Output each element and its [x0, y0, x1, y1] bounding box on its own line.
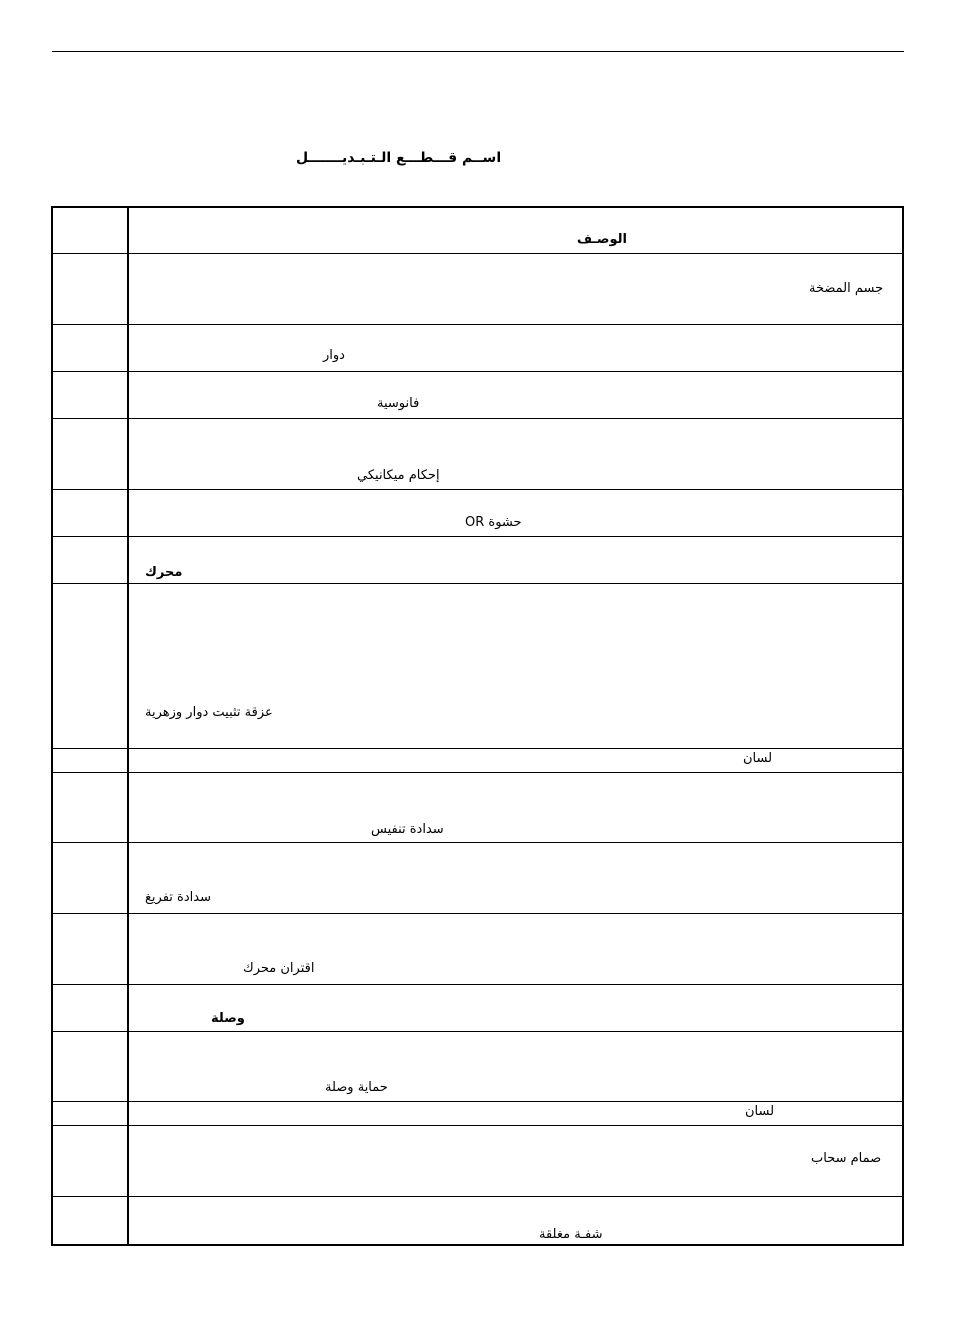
row-separator [53, 536, 902, 537]
row-description: عزقة تثبيت دوار وزهرية [145, 705, 273, 720]
top-rule [52, 51, 904, 52]
row-separator [53, 1125, 902, 1126]
row-separator [53, 1031, 902, 1032]
header-description: الوصـف [577, 232, 627, 247]
row-separator [53, 253, 902, 254]
row-description: محرك [145, 565, 183, 580]
row-description: جسم المضخة [809, 281, 884, 296]
row-separator [53, 371, 902, 372]
row-description: حماية وصلة [325, 1080, 388, 1095]
row-description: لسان [743, 751, 773, 766]
row-description: إحكام ميكانيكي [357, 468, 440, 483]
row-separator [53, 583, 902, 584]
row-description: سدادة تنفيس [371, 822, 444, 837]
row-description: اقتران محرك [243, 961, 315, 976]
row-separator [53, 1196, 902, 1197]
column-divider [127, 208, 129, 1244]
row-description: حشوة OR [465, 515, 522, 530]
spare-parts-table [51, 206, 904, 1246]
row-separator [53, 772, 902, 773]
row-separator [53, 913, 902, 914]
row-separator [53, 1101, 902, 1102]
row-separator [53, 418, 902, 419]
row-description: وصلة [211, 1011, 245, 1026]
row-description: شفـة مغلقة [539, 1227, 603, 1242]
document-title: اســم قـــطـــع الـتـبـديـــــــل [296, 150, 502, 166]
row-description: فانوسية [377, 396, 420, 411]
row-description: صمام سحاب [811, 1151, 882, 1166]
row-description: لسان [745, 1104, 775, 1119]
row-description: دوار [323, 348, 345, 363]
row-separator [53, 324, 902, 325]
row-separator [53, 842, 902, 843]
row-separator [53, 748, 902, 749]
row-separator [53, 489, 902, 490]
row-separator [53, 984, 902, 985]
row-description: سدادة تفريغ [145, 890, 211, 905]
